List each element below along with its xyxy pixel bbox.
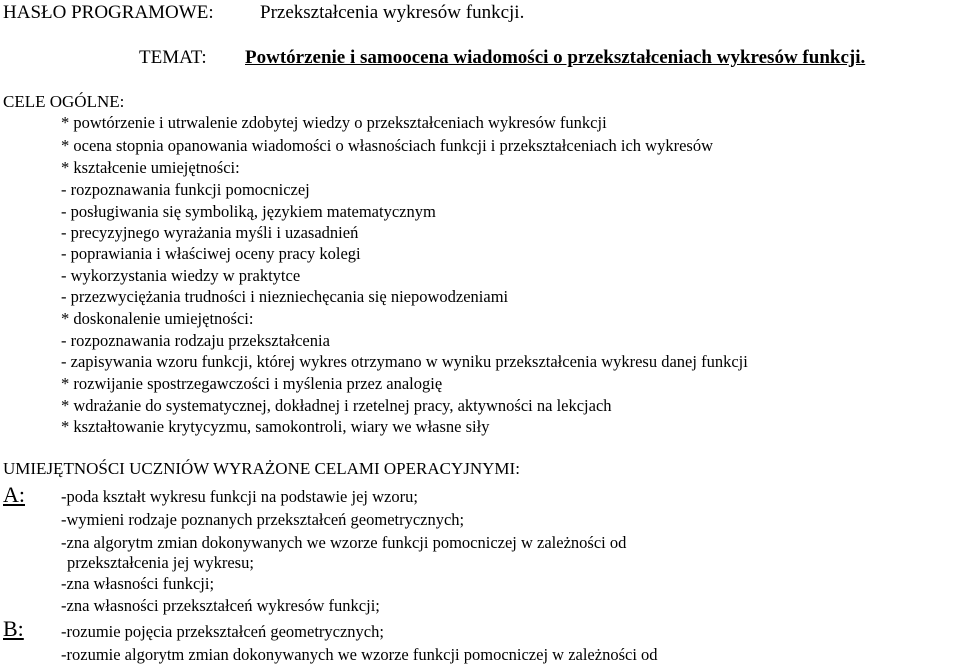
cele-item: - posługiwania się symboliką, językiem matematycznym bbox=[61, 202, 436, 221]
level-a-item: -wymieni rodzaje poznanych przekształceń geometrycznych; bbox=[61, 510, 465, 529]
level-a-item: -zna własności przekształceń wykresów funkcji; bbox=[61, 596, 380, 615]
cele-item: - poprawiania i właściwej oceny pracy kolegi bbox=[61, 244, 361, 263]
cele-item: - wykorzystania wiedzy w praktytce bbox=[61, 266, 301, 285]
level-a-item: przekształcenia jej wykresu; bbox=[67, 553, 254, 572]
cele-heading: CELE OGÓLNE: bbox=[3, 92, 125, 111]
level-b-item: -rozumie algorytm zmian dokonywanych we wzorze funkcji pomocniczej w zależności od bbox=[61, 645, 658, 664]
level-a-label: A: bbox=[3, 482, 25, 507]
cele-item: - precyzyjnego wyrażania myśli i uzasadnień bbox=[61, 223, 359, 242]
temat-label: TEMAT: bbox=[139, 47, 207, 68]
level-b-item: -rozumie pojęcia przekształceń geometrycznych; bbox=[61, 622, 384, 641]
cele-item: - przezwyciężania trudności i niezniechęcania się niepowodzeniami bbox=[61, 287, 509, 306]
level-a-item: -poda kształt wykresu funkcji na podstawie jej wzoru; bbox=[61, 487, 418, 506]
cele-item: - rozpoznawania funkcji pomocniczej bbox=[61, 180, 310, 199]
temat-value: Powtórzenie i samoocena wiadomości o przekształceniach wykresów funkcji. bbox=[245, 47, 866, 68]
cele-item: * doskonalenie umiejętności: bbox=[61, 309, 254, 328]
cele-item: - rozpoznawania rodzaju przekształcenia bbox=[61, 331, 330, 350]
cele-item: * powtórzenie i utrwalenie zdobytej wiedzy o przekształceniach wykresów funkcji bbox=[61, 113, 607, 132]
cele-item: - zapisywania wzoru funkcji, której wykres otrzymano w wyniku przekształcenia wykresu danej funkcji bbox=[61, 352, 748, 371]
level-a-item: -zna własności funkcji; bbox=[61, 574, 215, 593]
cele-item: * kształtowanie krytycyzmu, samokontroli, wiary we własne siły bbox=[61, 417, 490, 436]
haslo-label: HASŁO PROGRAMOWE: bbox=[3, 2, 214, 23]
level-b-label: B: bbox=[3, 616, 24, 641]
cele-item: * ocena stopnia opanowania wiadomości o własnościach funkcji i przekształceniach ich wykresów bbox=[61, 136, 713, 155]
level-a-item: -zna algorytm zmian dokonywanych we wzorze funkcji pomocniczej w zależności od bbox=[61, 533, 627, 552]
cele-item: * kształcenie umiejętności: bbox=[61, 158, 240, 177]
umiejetnosci-heading: UMIEJĘTNOŚCI UCZNIÓW WYRAŻONE CELAMI OPERACYJNYMI: bbox=[3, 459, 520, 478]
cele-item: * rozwijanie spostrzegawczości i myślenia przez analogię bbox=[61, 374, 443, 393]
haslo-value: Przekształcenia wykresów funkcji. bbox=[260, 2, 525, 23]
cele-item: * wdrażanie do systematycznej, dokładnej i rzetelnej pracy, aktywności na lekcjach bbox=[61, 396, 612, 415]
